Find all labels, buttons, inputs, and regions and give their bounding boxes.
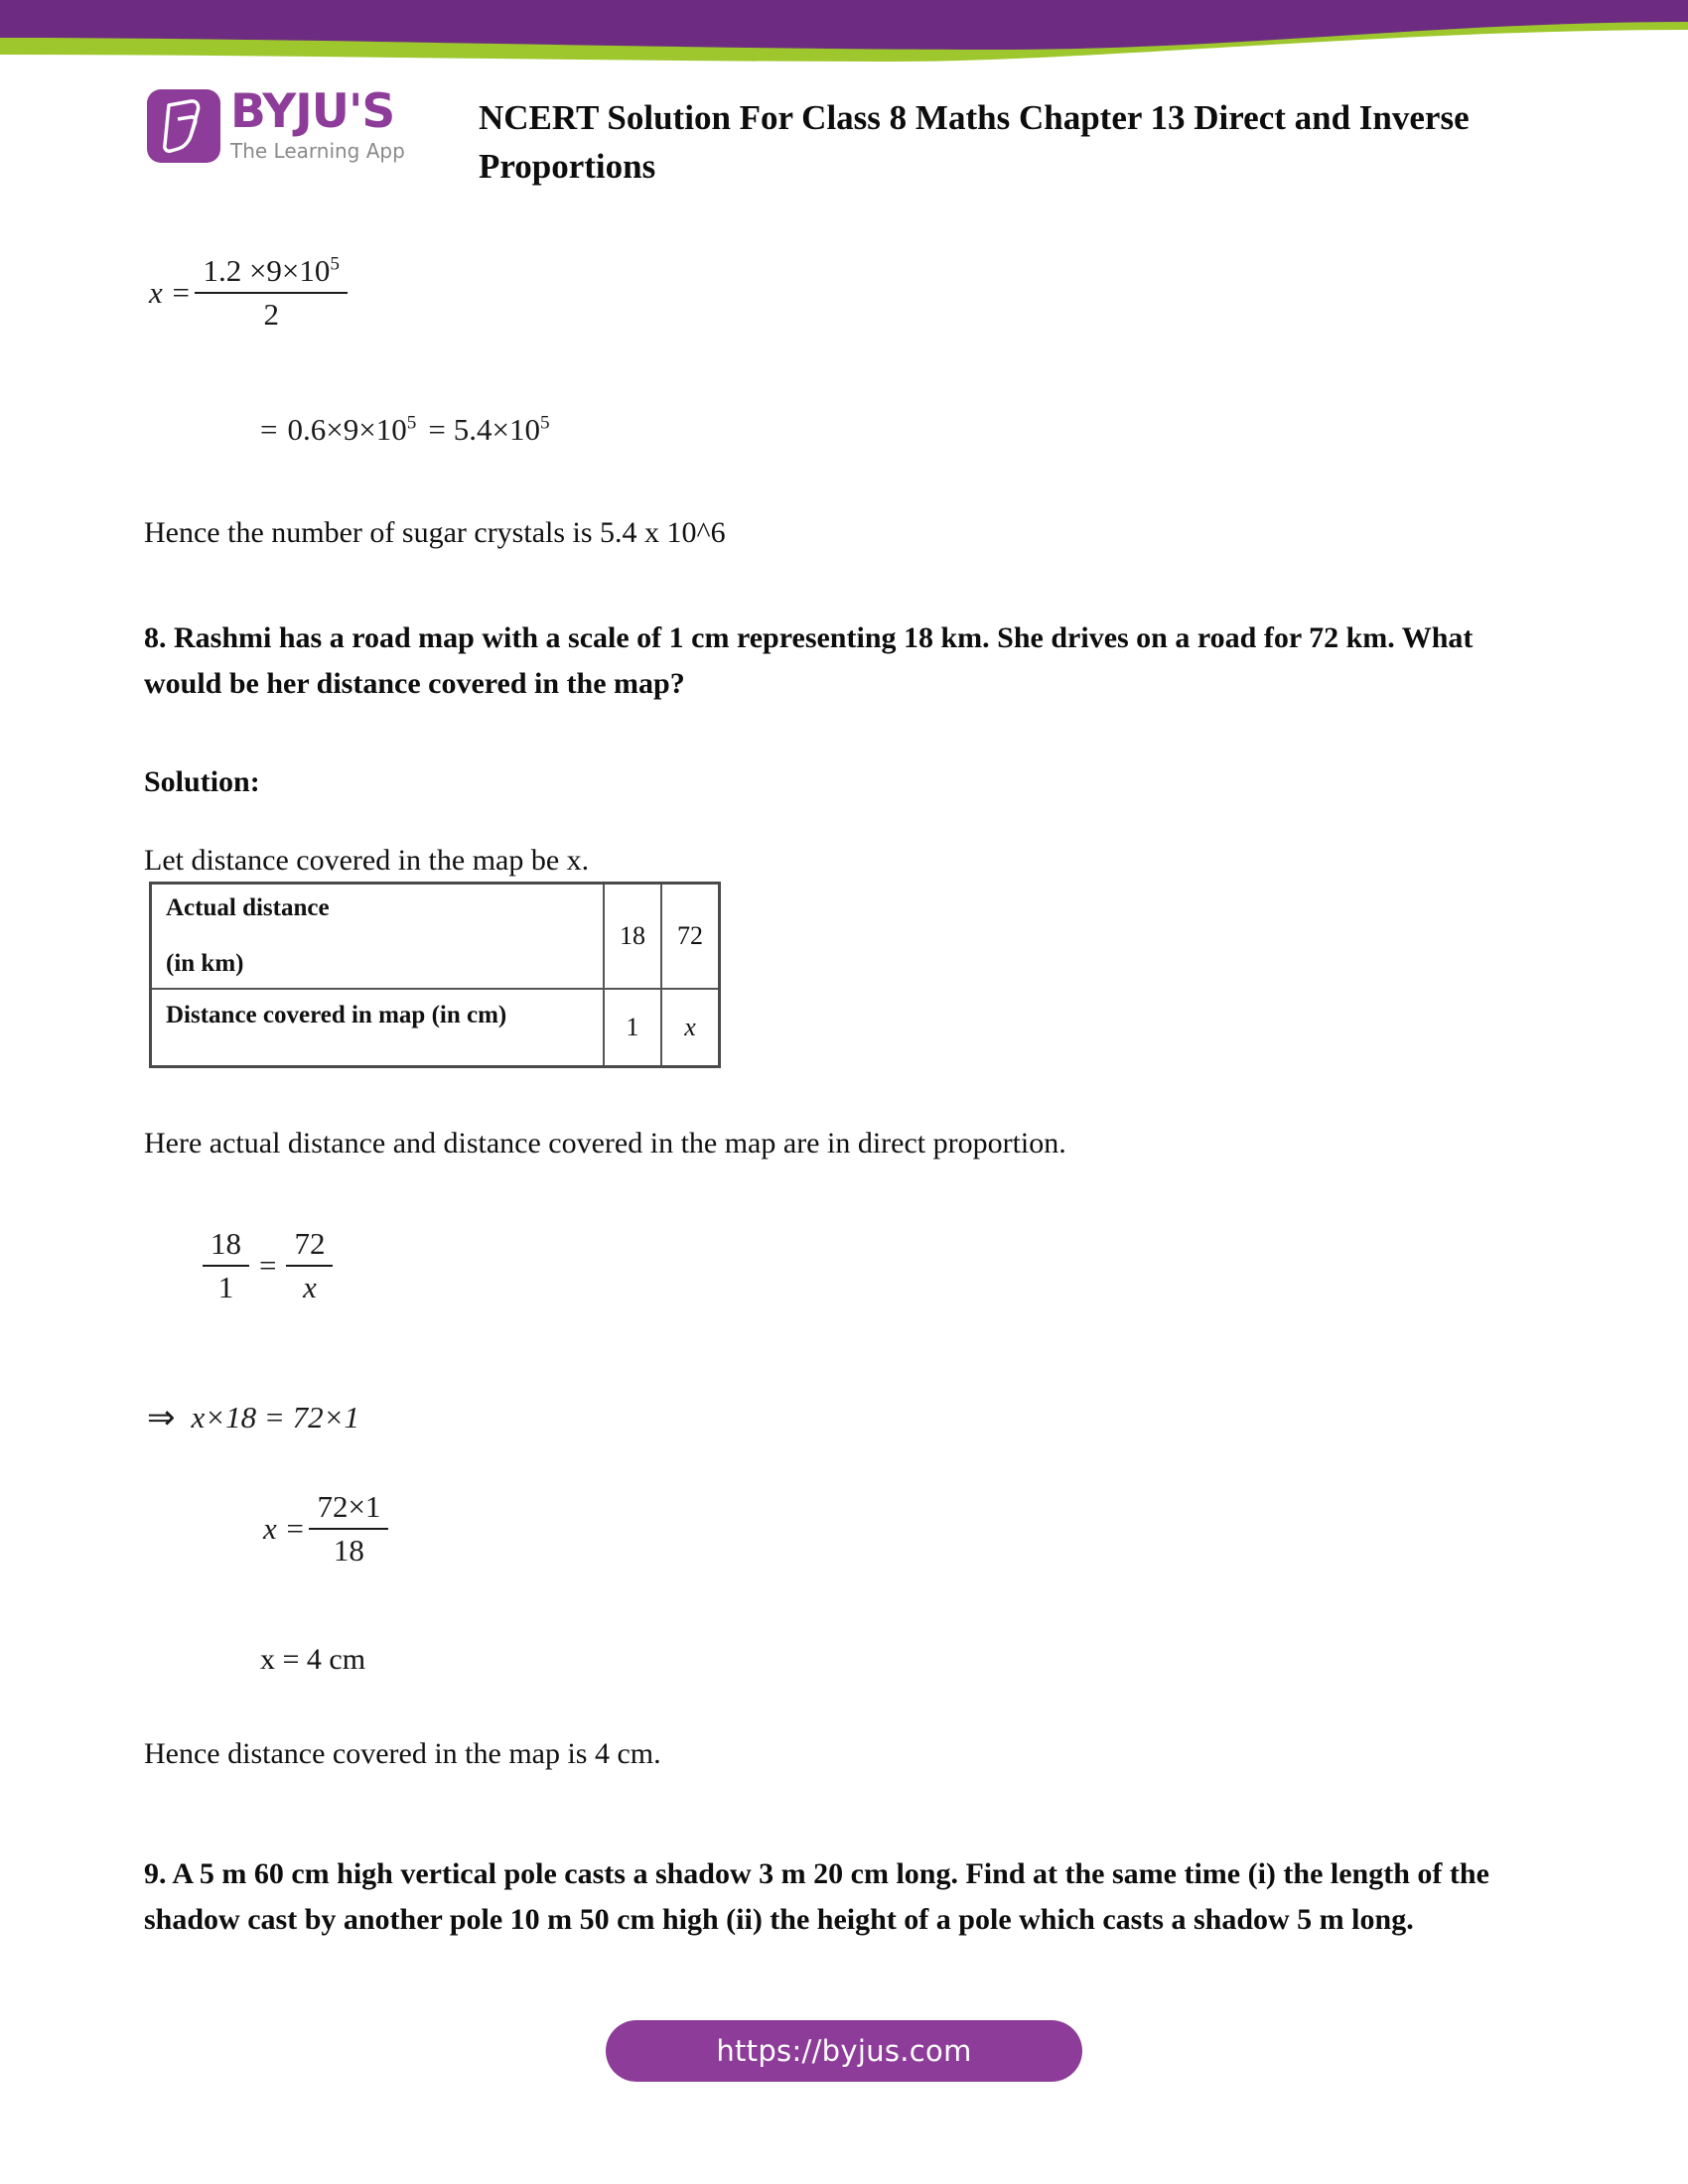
- table-cell-value: 18: [604, 884, 661, 990]
- implies-arrow-icon: ⇒: [147, 1400, 176, 1436]
- equation-cross-multiply: [147, 1398, 359, 1437]
- byjus-logo-mark-icon: [147, 89, 220, 163]
- fraction-numerator: 72: [286, 1226, 333, 1267]
- equals-sign: =: [259, 1248, 277, 1283]
- equation-answer-x: x = 4 cm: [260, 1643, 366, 1676]
- table-label-line1: Distance covered in map (in cm): [166, 1002, 507, 1028]
- table-label-line2: (in km): [166, 950, 244, 977]
- fraction-denominator: 1: [217, 1270, 234, 1304]
- fraction: [195, 253, 348, 333]
- fraction-left: [203, 1226, 249, 1305]
- page-header: [0, 84, 1688, 206]
- question-8-text: 8. Rashmi has a road map with a scale of 1 cm representing 18 km. She drives on a road for 72 km. What would be her distance covered in the map?: [144, 621, 1474, 700]
- fraction-denominator: 2: [263, 297, 279, 332]
- page-title: NCERT Solution For Class 8 Maths Chapter 13 Direct and Inverse Proportions: [479, 98, 1470, 186]
- logo-tagline: The Learning App: [230, 139, 405, 163]
- fraction-numerator: 18: [203, 1226, 249, 1267]
- let-statement: Let distance covered in the map be x.: [144, 844, 590, 877]
- equals-sign-2: =: [428, 412, 446, 447]
- fraction-denominator: x: [303, 1270, 317, 1304]
- question-9-text: 9. A 5 m 60 cm high vertical pole casts a shadow 3 m 20 cm long. Find at the same time (i) the length of the shadow cast by another pole 10 m 50 cm high (ii) the height of a pole which casts a shadow 5 m long.: [144, 1857, 1489, 1936]
- table-row: [151, 989, 720, 1067]
- equation-x-sugar: [149, 253, 352, 333]
- byjus-url-label: https://byjus.com: [716, 2034, 972, 2068]
- fraction: [309, 1489, 388, 1569]
- fraction-right: [286, 1226, 333, 1305]
- logo-brand-text: BYJU'S: [230, 84, 395, 139]
- table-row-label-map-distance: [151, 989, 605, 1067]
- direct-proportion-note: Here actual distance and distance covered in the map are in direct proportion.: [144, 1127, 1066, 1160]
- table-label-line1: Actual distance: [166, 894, 330, 921]
- decorative-banner: [0, 0, 1688, 74]
- equation-proportion: [199, 1226, 337, 1305]
- byjus-url-button[interactable]: [606, 2020, 1082, 2082]
- equation-lhs: x =: [149, 275, 192, 310]
- table-row-label-actual-distance: [151, 884, 605, 990]
- solution-label-8: Solution:: [144, 765, 260, 798]
- fraction-numerator: 72×1: [309, 1489, 388, 1530]
- byjus-logo: [147, 84, 445, 187]
- equation-lhs: x =: [263, 1511, 306, 1546]
- fraction-numerator: $1.2 \times 9\times 10^5$: [195, 253, 348, 294]
- table-row: [151, 884, 720, 990]
- proportion-table: [149, 882, 721, 1068]
- cross-multiply-expression: x×18 = 72×1: [191, 1400, 360, 1434]
- table-cell-value: x: [661, 989, 720, 1067]
- fraction-denominator: 18: [333, 1533, 364, 1568]
- result-term-2: $5.4\times 10^5$: [453, 412, 550, 447]
- equals-sign-1: =: [260, 412, 278, 447]
- proportion-table-wrapper: [149, 882, 721, 1068]
- equation-solve-x: [263, 1489, 392, 1569]
- result-term-1: $0.6\times 9\times 10^5$: [287, 412, 417, 447]
- map-distance-conclusion: Hence distance covered in the map is 4 cm.: [144, 1737, 661, 1770]
- table-cell-value: 1: [604, 989, 661, 1067]
- equation-sugar-result: [260, 412, 550, 448]
- sugar-conclusion-text: Hence the number of sugar crystals is 5.4 x 10^6: [144, 516, 726, 549]
- table-cell-value: 72: [661, 884, 720, 990]
